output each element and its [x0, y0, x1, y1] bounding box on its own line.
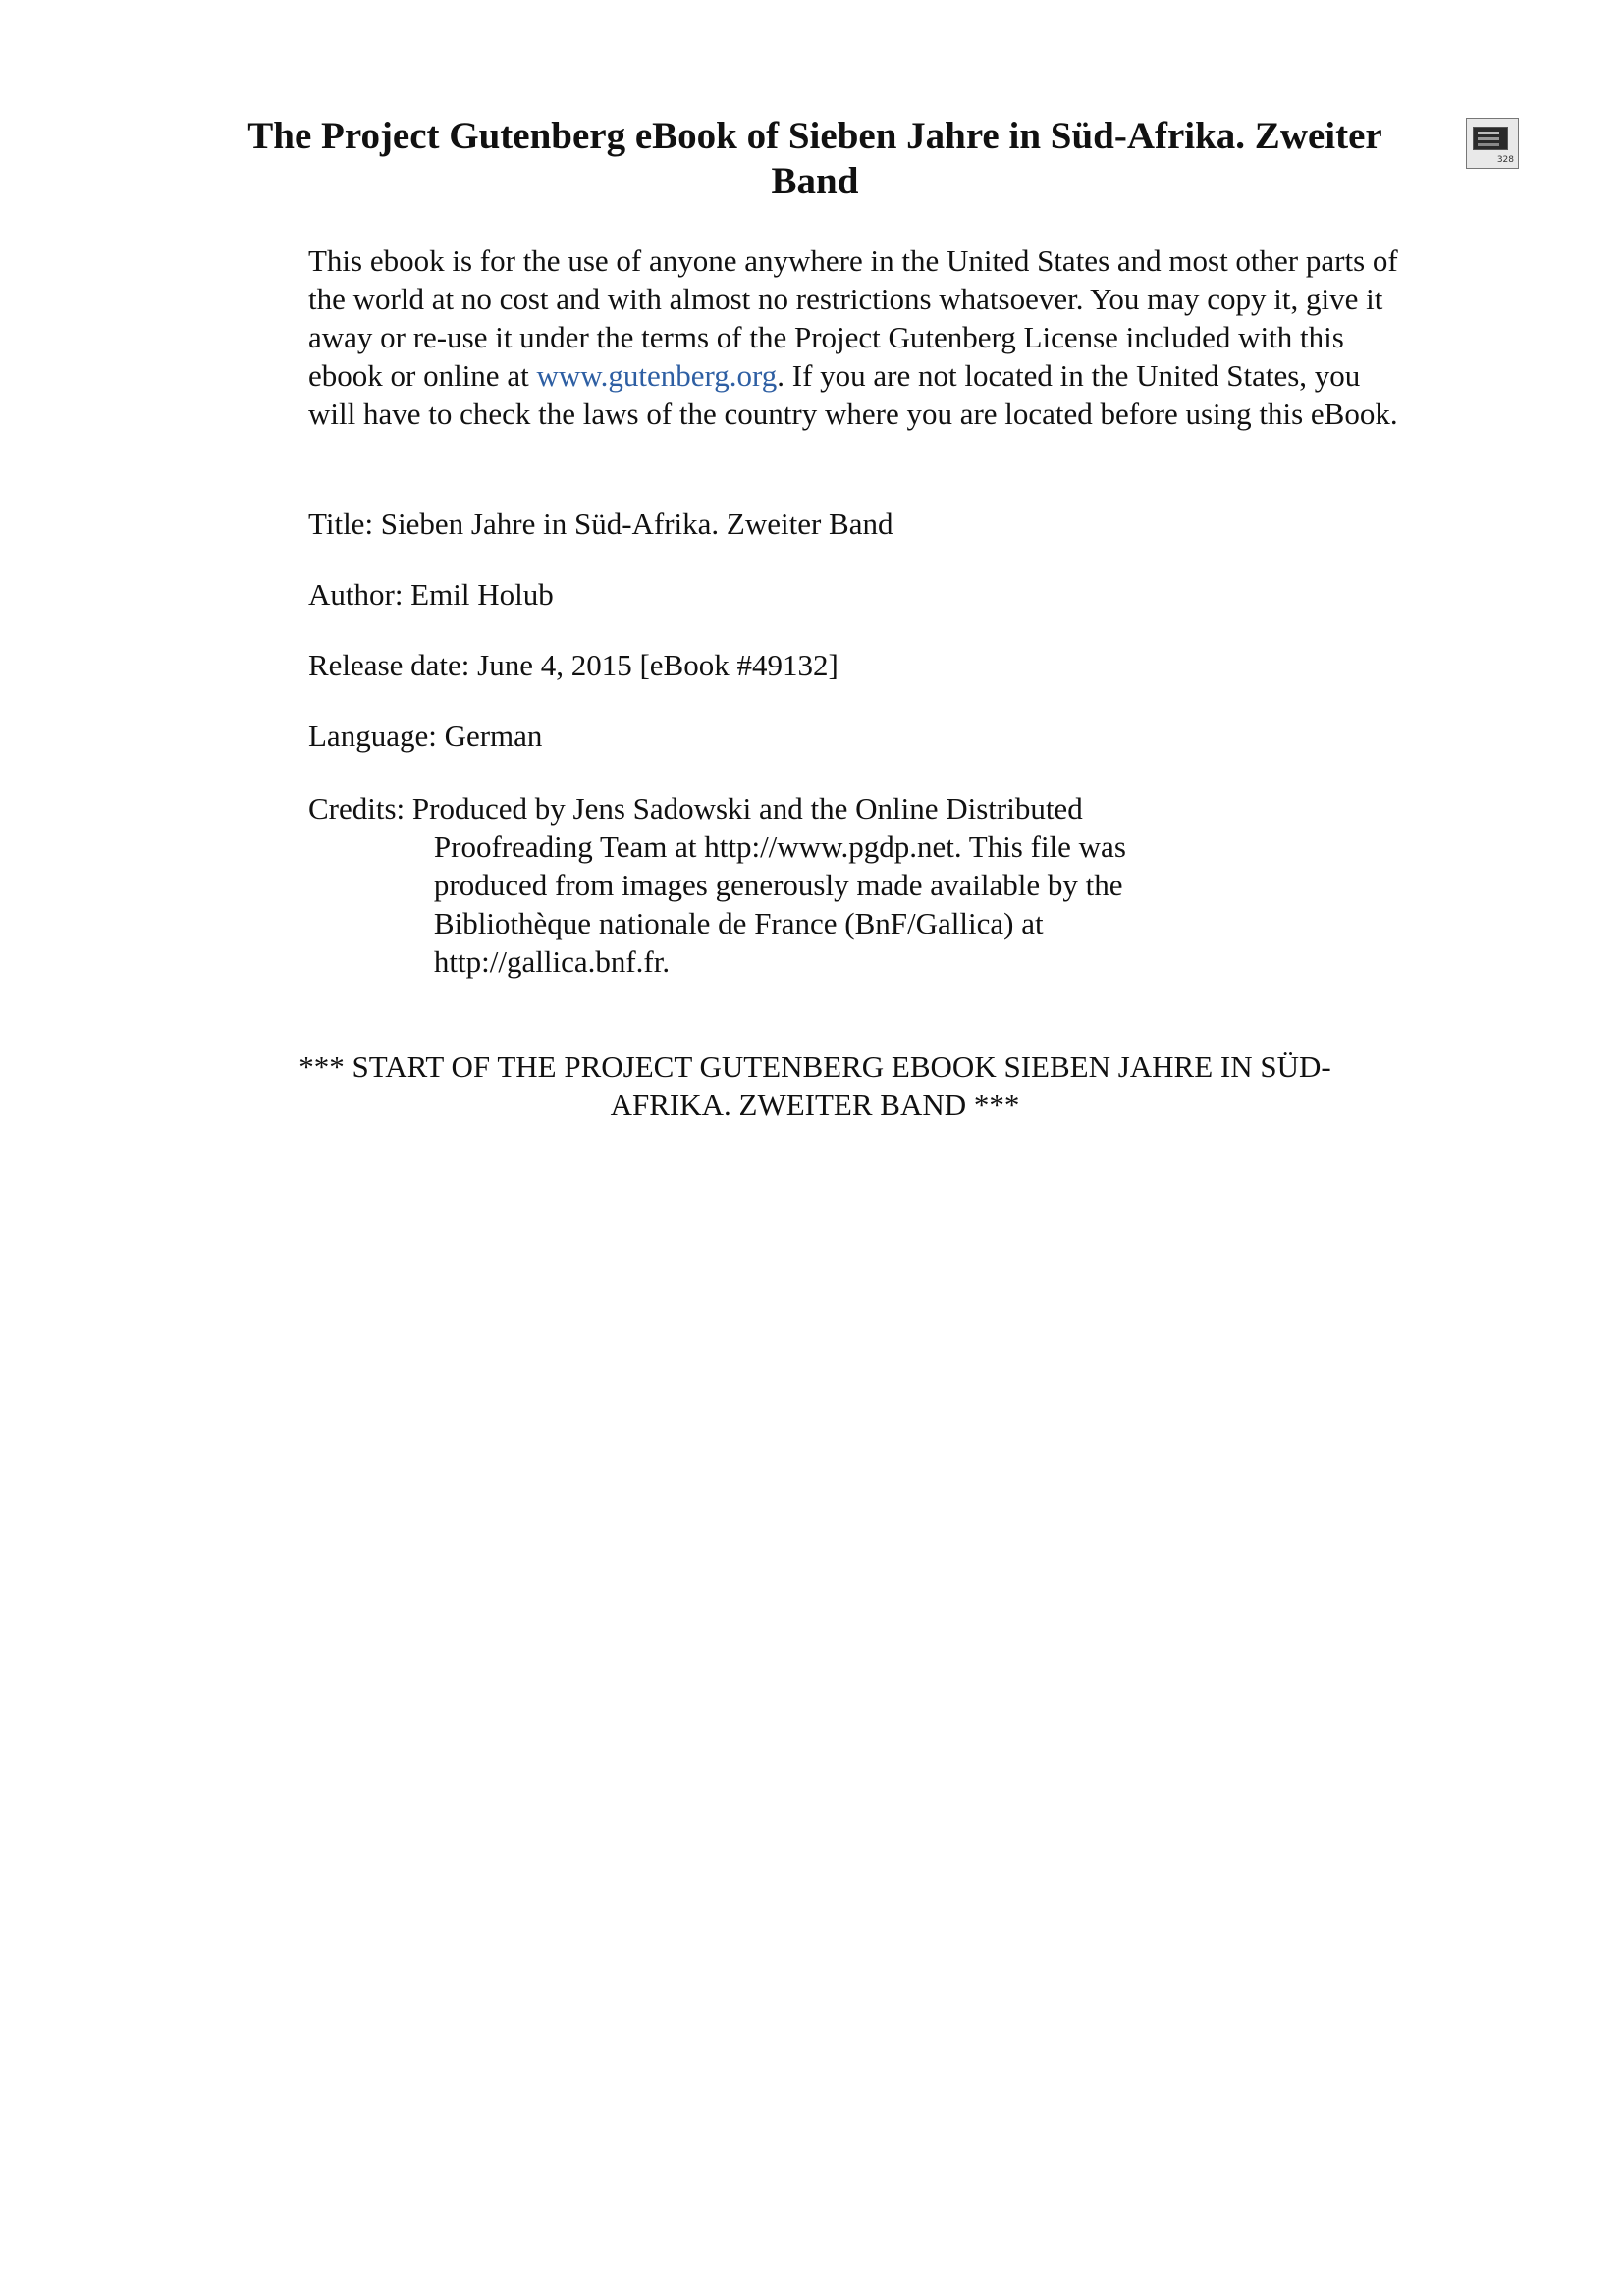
credits-first-line: Produced by Jens Sadowski and the Online Distributed [411, 791, 1083, 826]
gutenberg-link[interactable]: www.gutenberg.org [536, 358, 778, 393]
thumbnail-screen [1473, 127, 1508, 150]
field-title: Title: Sieben Jahre in Süd-Afrika. Zweiter Band [308, 507, 893, 541]
intro-paragraph [308, 241, 1398, 433]
thumbnail-number: 328 [1496, 155, 1514, 165]
field-credits [308, 789, 1398, 981]
document-title: The Project Gutenberg eBook of Sieben Jahre in Süd-Afrika. Zweiter Band [247, 115, 1382, 202]
field-language: Language: German [308, 719, 543, 753]
start-marker: *** START OF THE PROJECT GUTENBERG EBOOK SIEBEN JAHRE IN SÜD-AFRIKA. ZWEITER BAND *** [298, 1049, 1331, 1122]
field-release-date: Release date: June 4, 2015 [eBook #49132] [308, 648, 839, 682]
credits-text [412, 789, 1178, 981]
page-thumbnail-icon[interactable] [1466, 118, 1519, 169]
intro-text-start: This ebook is for the use of anyone anywhere in the United States and most other parts of the world at no cost and with almost no restrictions whatsoever. You may copy it, give it away or re-use it under the terms of the Project Gutenberg License included with this ebook or online at [308, 243, 1398, 393]
field-author: Author: Emil Holub [308, 577, 554, 612]
intro-text-end: . If you are not located in the United States, you will have to check the laws of the country where you are located before using this eBook. [308, 358, 1398, 431]
credits-label: Credits: [308, 791, 412, 826]
credits-continuation: Proofreading Team at http://www.pgdp.net. This file was produced from images generously made available by the Bibliothèque nationale de France (BnF/Gallica) at http://gallica.bnf.fr. [433, 829, 1126, 979]
